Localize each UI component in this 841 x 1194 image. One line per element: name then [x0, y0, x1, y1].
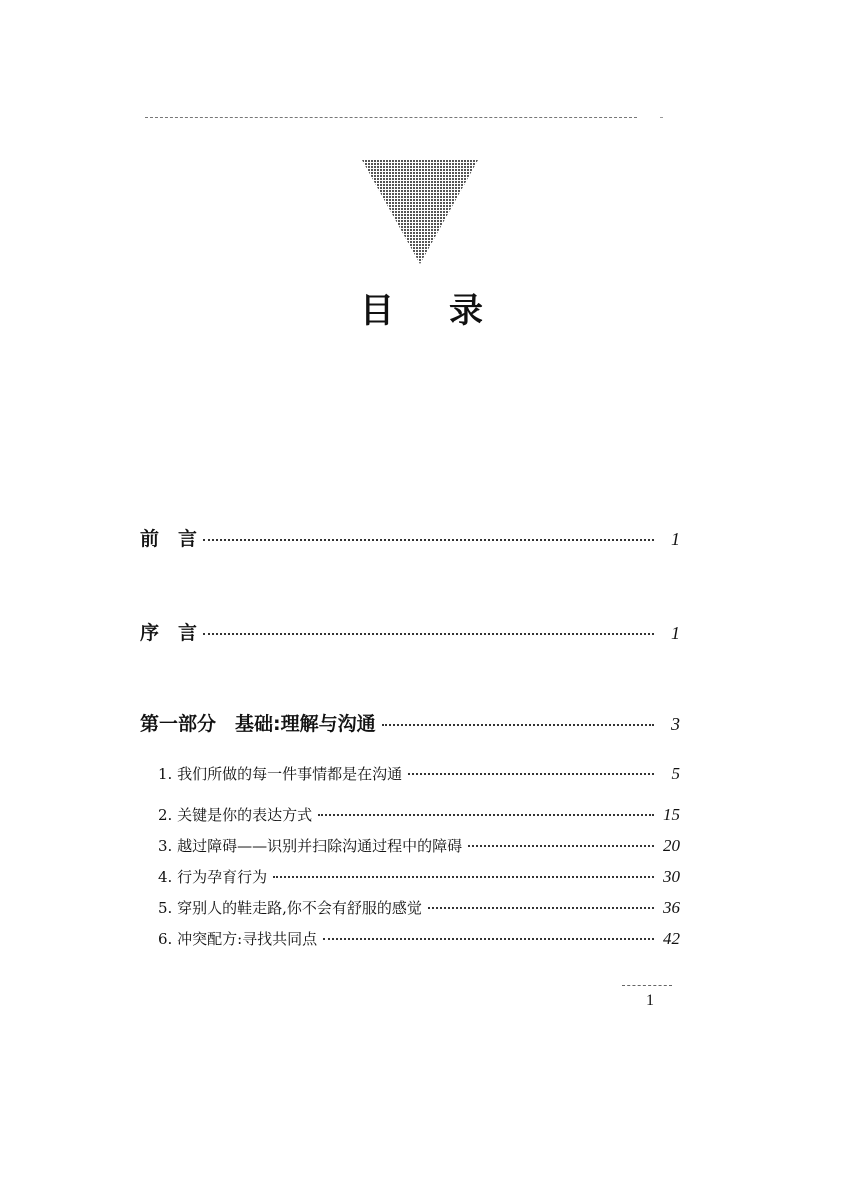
toc-chapter[interactable] — [158, 897, 680, 918]
toc-chapter[interactable] — [158, 866, 680, 887]
leader-dots — [318, 805, 654, 820]
toc-label: 1. 我们所做的每一件事情都是在沟通 — [158, 765, 403, 783]
toc-entry-part1[interactable] — [140, 709, 680, 736]
leader-dots — [203, 620, 654, 639]
leader-dots — [428, 898, 654, 913]
title-char: 目 — [360, 291, 394, 331]
leader-dots — [323, 929, 654, 944]
toc-label: 3. 越过障碍——识别并扫除沟通过程中的障碍 — [158, 837, 463, 855]
toc-label: 6. 冲突配方:寻找共同点 — [158, 930, 318, 948]
toc-entry-foreword[interactable] — [140, 524, 680, 551]
leader-dots — [203, 526, 654, 545]
toc-label: 4. 行为孕育行为 — [158, 868, 268, 886]
toc-entry-preface[interactable] — [140, 618, 680, 645]
footer-rule — [622, 985, 672, 986]
toc-page: 42 — [663, 929, 680, 948]
toc-label: 2. 关键是你的表达方式 — [158, 806, 313, 824]
leader-dots — [382, 711, 654, 730]
toc-label: 序 言 — [140, 622, 198, 644]
toc-chapter[interactable] — [158, 763, 680, 784]
toc-label: 5. 穿别人的鞋走路,你不会有舒服的感觉 — [158, 899, 422, 917]
title-char: 录 — [449, 291, 483, 331]
toc-chapter[interactable] — [158, 835, 680, 856]
header-rule-mark — [660, 117, 663, 118]
leader-dots — [408, 764, 654, 779]
toc-page: 1 — [671, 623, 680, 643]
toc-page: 5 — [671, 764, 680, 783]
toc-page: 3 — [671, 714, 680, 734]
toc-chapter[interactable] — [158, 804, 680, 825]
header-rule — [145, 117, 637, 118]
toc-label: 第一部分 基础:理解与沟通 — [140, 713, 376, 735]
leader-dots — [273, 867, 654, 882]
toc-page: 30 — [663, 867, 680, 886]
toc-label: 前 言 — [140, 528, 198, 550]
leader-dots — [468, 836, 654, 851]
toc-page: 1 — [671, 529, 680, 549]
toc-page: 36 — [663, 898, 680, 917]
toc-page: 20 — [663, 836, 680, 855]
toc-page: 15 — [663, 805, 680, 824]
page-title — [360, 283, 483, 332]
page-number: 1 — [646, 992, 654, 1009]
toc-chapter[interactable] — [158, 928, 680, 949]
